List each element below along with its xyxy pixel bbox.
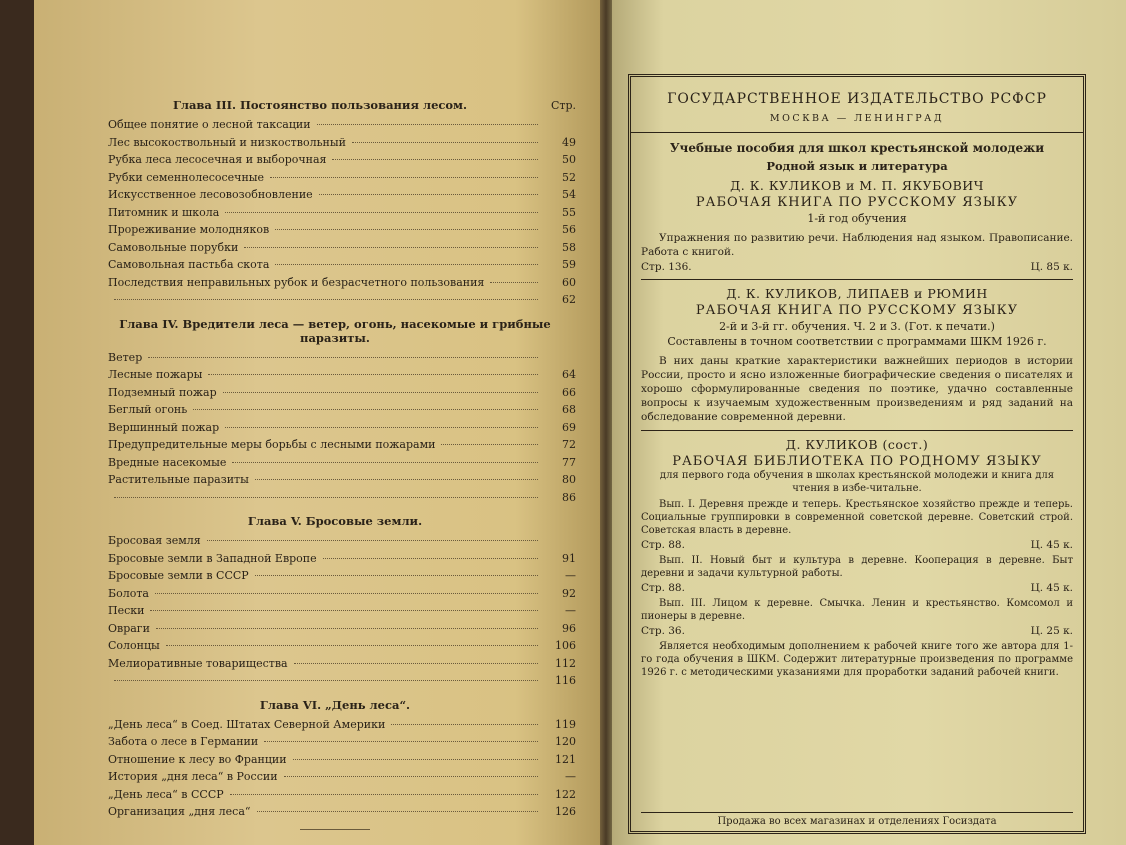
toc-entry-title: Общее понятие о лесной таксации (108, 118, 311, 131)
toc-entry-page: 56 (562, 223, 576, 236)
toc-entry-page: — (565, 770, 576, 783)
divider (631, 132, 1083, 133)
toc-entry-page: 52 (562, 170, 576, 184)
dot-leader (275, 229, 538, 230)
dot-leader (293, 759, 538, 760)
book1-description: Упражнения по развитию речи. Наблюдения над языком. Правописание. Работа с книгой. (641, 232, 1073, 258)
chapter-4-heading (94, 317, 576, 345)
toc-entry-title: Солонцы (108, 639, 160, 652)
dot-leader (114, 497, 538, 498)
book1-year: 1-й год обучения (807, 212, 907, 225)
dot-leader (208, 374, 538, 375)
toc-entry-page: 72 (562, 438, 576, 451)
toc-entry-title: Забота о лесе в Германии (108, 735, 259, 748)
chapter-6-entries (94, 716, 576, 821)
book1-author: Д. К. КУЛИКОВ и М. П. ЯКУБОВИЧ (730, 178, 984, 193)
dot-leader (232, 462, 538, 463)
toc-entry-page: 77 (562, 455, 576, 469)
volume-3-pages: Стр. 36. (641, 625, 685, 637)
toc-entry (94, 733, 576, 751)
toc-entry (94, 567, 576, 585)
dot-leader (270, 177, 538, 178)
toc-entry-title: Лес высокоствольный и низкоствольный (108, 135, 346, 149)
dot-leader (244, 247, 538, 248)
book2-title: РАБОЧАЯ КНИГА ПО РУССКОМУ ЯЗЫКУ (695, 303, 1019, 318)
dot-leader (352, 142, 538, 143)
dot-leader (255, 575, 538, 576)
dot-leader (490, 282, 538, 283)
toc-entry-title: Рубка леса лесосечная и выборочная (108, 153, 327, 166)
book3-volume-2: Вып. II. Новый быт и культура в деревне. Кооперация в деревне. Быт деревни и задачи культурной работы. (641, 555, 1073, 579)
dot-leader (391, 724, 538, 725)
dot-leader (155, 593, 538, 594)
toc-entry-page: 64 (562, 368, 576, 381)
advertisement-frame (628, 74, 1086, 834)
toc-entry-title: Бросовые земли в СССР (108, 569, 249, 582)
toc-entry-title: Вредные насекомые (108, 455, 227, 469)
dot-leader (225, 427, 538, 428)
toc-entry-page: 122 (555, 787, 576, 801)
toc-entry (94, 585, 576, 603)
toc-entry (94, 169, 576, 187)
dot-leader (284, 776, 538, 777)
toc-entry-title: Самовольная пастьба скота (108, 258, 270, 271)
toc-entry (94, 786, 576, 804)
toc-entry (94, 291, 576, 309)
toc-entry-title: „День леса“ в СССР (108, 787, 224, 801)
book2-year: 2-й и 3-й гг. обучения. Ч. 2 и 3. (Гот. к печати.) (719, 320, 995, 333)
dot-leader (148, 357, 538, 358)
book2-description: В них даны краткие характеристики важнейших периодов в истории России, просто и ясно изложенные биографические сведения о писателях и хорошо сформулированные сведения по поэтике, удачно составленные вопросы к изучаемым художественным произведениям и ряд заданий на обследование современной деревни. (641, 355, 1073, 423)
toc-entry-title: Искусственное лесовозобновление (108, 188, 313, 201)
toc-entry (94, 274, 576, 292)
page-column-header: Стр. (550, 99, 576, 112)
left-page-table-of-contents (34, 0, 600, 845)
dot-leader (294, 663, 538, 664)
volume-2-pages: Стр. 88. (641, 582, 685, 594)
chapter-3-entries (94, 116, 576, 309)
chapter-4-entries (94, 349, 576, 507)
right-page-advertisement (612, 0, 1126, 845)
toc-entry-page: 50 (562, 153, 576, 166)
toc-entry (94, 532, 576, 550)
dot-leader (114, 680, 538, 681)
chapter-title: Глава VI. „День леса“. (259, 697, 411, 712)
dot-leader (150, 610, 538, 611)
dot-leader (223, 392, 538, 393)
chapter-5-heading (94, 514, 576, 528)
toc-entry-page: 59 (562, 258, 576, 271)
toc-entry (94, 471, 576, 489)
toc-entry (94, 751, 576, 769)
toc-entry-title: Последствия неправильных рубок и безрасчетного пользования (108, 275, 485, 289)
dot-leader (166, 645, 538, 646)
toc-entry-title: Лесные пожары (108, 368, 203, 381)
toc-entry (94, 602, 576, 620)
toc-entry-page: 58 (562, 240, 576, 254)
book1-price: Ц. 85 к. (1030, 261, 1073, 273)
divider (641, 279, 1073, 280)
toc-entry-title: Бросовая земля (108, 534, 201, 547)
toc-entry-page: 69 (562, 420, 576, 434)
toc-entry (94, 349, 576, 367)
volume-3-price-line (641, 625, 1073, 637)
toc-entry-page: 66 (562, 385, 576, 399)
toc-entry (94, 116, 576, 134)
toc-entry (94, 637, 576, 655)
dot-leader (323, 558, 538, 559)
toc-entry (94, 620, 576, 638)
dot-leader (230, 794, 538, 795)
toc-entry (94, 716, 576, 734)
toc-entry-page: 86 (562, 490, 576, 504)
dot-leader (275, 264, 538, 265)
chapter-title: Глава IV. Вредители леса — ветер, огонь, насекомые и грибные паразиты. (119, 316, 551, 345)
dot-leader (332, 159, 538, 160)
book3-author: Д. КУЛИКОВ (сост.) (785, 437, 929, 452)
toc-entry-title: Питомник и школа (108, 205, 220, 219)
dot-leader (319, 194, 538, 195)
book3-volume-1: Вып. I. Деревня прежде и теперь. Крестьянское хозяйство прежде и теперь. Социальные группировки в современной советской деревне. Советский строй. Советская власть в деревне. (641, 499, 1073, 536)
chapter-6-heading (94, 698, 576, 712)
toc-entry (94, 550, 576, 568)
toc-entry-title: Подземный пожар (108, 385, 217, 399)
toc-entry (94, 454, 576, 472)
dot-leader (193, 409, 538, 410)
dot-leader (207, 540, 538, 541)
toc-entry (94, 256, 576, 274)
volume-2-price: Ц. 45 к. (1030, 582, 1073, 594)
sales-footer: Продажа во всех магазинах и отделениях Госиздата (641, 812, 1073, 827)
volume-1-pages: Стр. 88. (641, 539, 685, 551)
toc-entry-title: История „дня леса“ в России (108, 770, 278, 783)
dot-leader (156, 628, 538, 629)
dot-leader (317, 124, 538, 125)
toc-entry-page: 96 (562, 621, 576, 635)
publisher-cities: МОСКВА — ЛЕНИНГРАД (769, 113, 945, 124)
toc-entry-page: 68 (562, 403, 576, 416)
toc-entry (94, 672, 576, 690)
toc-entry-page: 80 (562, 473, 576, 486)
toc-entry (94, 204, 576, 222)
toc-entry-title: Вершинный пожар (108, 420, 220, 434)
toc-entry-title: Мелиоративные товарищества (108, 656, 288, 670)
toc-entry-page: 91 (562, 551, 576, 565)
toc-entry (94, 221, 576, 239)
book2-author: Д. К. КУЛИКОВ, ЛИПАЕВ и РЮМИН (726, 286, 988, 301)
toc-entry (94, 803, 576, 821)
volume-3-price: Ц. 25 к. (1030, 625, 1073, 637)
toc-entry (94, 768, 576, 786)
toc-entry (94, 384, 576, 402)
chapter-5-entries (94, 532, 576, 690)
toc-entry (94, 151, 576, 169)
series-title: Учебные пособия для школ крестьянской молодежи (669, 141, 1045, 155)
toc-entry-page: 126 (555, 805, 576, 818)
toc-entry-page: 60 (562, 275, 576, 289)
toc-entry-page: 92 (562, 586, 576, 600)
volume-1-price: Ц. 45 к. (1030, 539, 1073, 551)
volume-1-price-line (641, 539, 1073, 551)
toc-entry-page: 106 (555, 639, 576, 652)
volume-2-price-line (641, 582, 1073, 594)
book3-subtitle: для первого года обучения в школах крестьянской молодежи и книга для чтения в избе-читальне. (659, 470, 1055, 494)
toc-entry (94, 489, 576, 507)
toc-entry-page: 49 (562, 135, 576, 149)
toc-entry-title: Ветер (108, 350, 143, 364)
chapter-title: Глава V. Бросовые земли. (247, 514, 423, 528)
toc-entry (94, 436, 576, 454)
toc-entry (94, 134, 576, 152)
toc-entry-page: 119 (555, 717, 576, 731)
toc-entry-title: Овраги (108, 621, 150, 635)
subject-title: Родной язык и литература (766, 159, 948, 173)
dot-leader (441, 444, 538, 445)
toc-entry-page: 120 (555, 735, 576, 748)
toc-entry-page: — (565, 604, 576, 617)
toc-entry-title: Пески (108, 604, 145, 617)
book3-title: РАБОЧАЯ БИБЛИОТЕКА ПО РОДНОМУ ЯЗЫКУ (672, 454, 1042, 469)
book2-note: Составлены в точном соответствии с программами ШКМ 1926 г. (667, 335, 1047, 348)
toc-entry-title: Беглый огонь (108, 403, 188, 416)
dot-leader (114, 299, 538, 300)
chapter-title: Глава III. Постоянство пользования лесом. (172, 98, 468, 112)
divider (641, 430, 1073, 431)
toc-entry-page: 121 (555, 752, 576, 766)
dot-leader (257, 811, 538, 812)
toc-entry-title: Самовольные порубки (108, 240, 239, 254)
toc-entry-page: 54 (562, 188, 576, 201)
book1-price-line (641, 261, 1073, 273)
dot-leader (264, 741, 538, 742)
dot-leader (225, 212, 538, 213)
book1-pages: Стр. 136. (641, 261, 692, 273)
toc-entry (94, 186, 576, 204)
book3-closing-note: Является необходимым дополнением к рабочей книге того же автора для 1-го года обучения в ШКМ. Содержит литературные произведения по программе 1926 г. с методическими указаниями для проработки заданий рабочей книги. (641, 641, 1073, 678)
dot-leader (255, 479, 538, 480)
toc-entry (94, 239, 576, 257)
book3-volume-3: Вып. III. Лицом к деревне. Смычка. Ленин и крестьянство. Комсомол и пионеры в деревне. (641, 598, 1073, 622)
publisher-name: ГОСУДАРСТВЕННОЕ ИЗДАТЕЛЬСТВО РСФСР (667, 91, 1047, 107)
chapter-3-heading (94, 98, 576, 112)
toc-entry-page: — (565, 569, 576, 582)
toc-entry-title: Растительные паразиты (108, 473, 249, 486)
toc-entry-title: Бросовые земли в Западной Европе (108, 551, 317, 565)
toc-entry-title: Рубки семеннолесосечные (108, 170, 265, 184)
toc-entry-page: 62 (562, 293, 576, 306)
toc-entry-title: Отношение к лесу во Франции (108, 752, 287, 766)
toc-entry-title: Предупредительные меры борьбы с лесными пожарами (108, 438, 436, 451)
toc-entry-page: 55 (562, 205, 576, 219)
toc-entry (94, 419, 576, 437)
end-rule (300, 829, 370, 830)
toc-entry-page: 116 (555, 674, 576, 687)
book1-title: РАБОЧАЯ КНИГА ПО РУССКОМУ ЯЗЫКУ (695, 195, 1019, 210)
toc-entry-title: Прореживание молодняков (108, 223, 270, 236)
toc-entry (94, 655, 576, 673)
toc-entry-title: Болота (108, 586, 149, 600)
toc-entry-title: „День леса“ в Соед. Штатах Северной Америки (108, 717, 386, 731)
toc-entry (94, 401, 576, 419)
toc-entry-title: Организация „дня леса“ (108, 805, 251, 818)
toc-entry-page: 112 (555, 656, 576, 670)
toc-entry (94, 366, 576, 384)
